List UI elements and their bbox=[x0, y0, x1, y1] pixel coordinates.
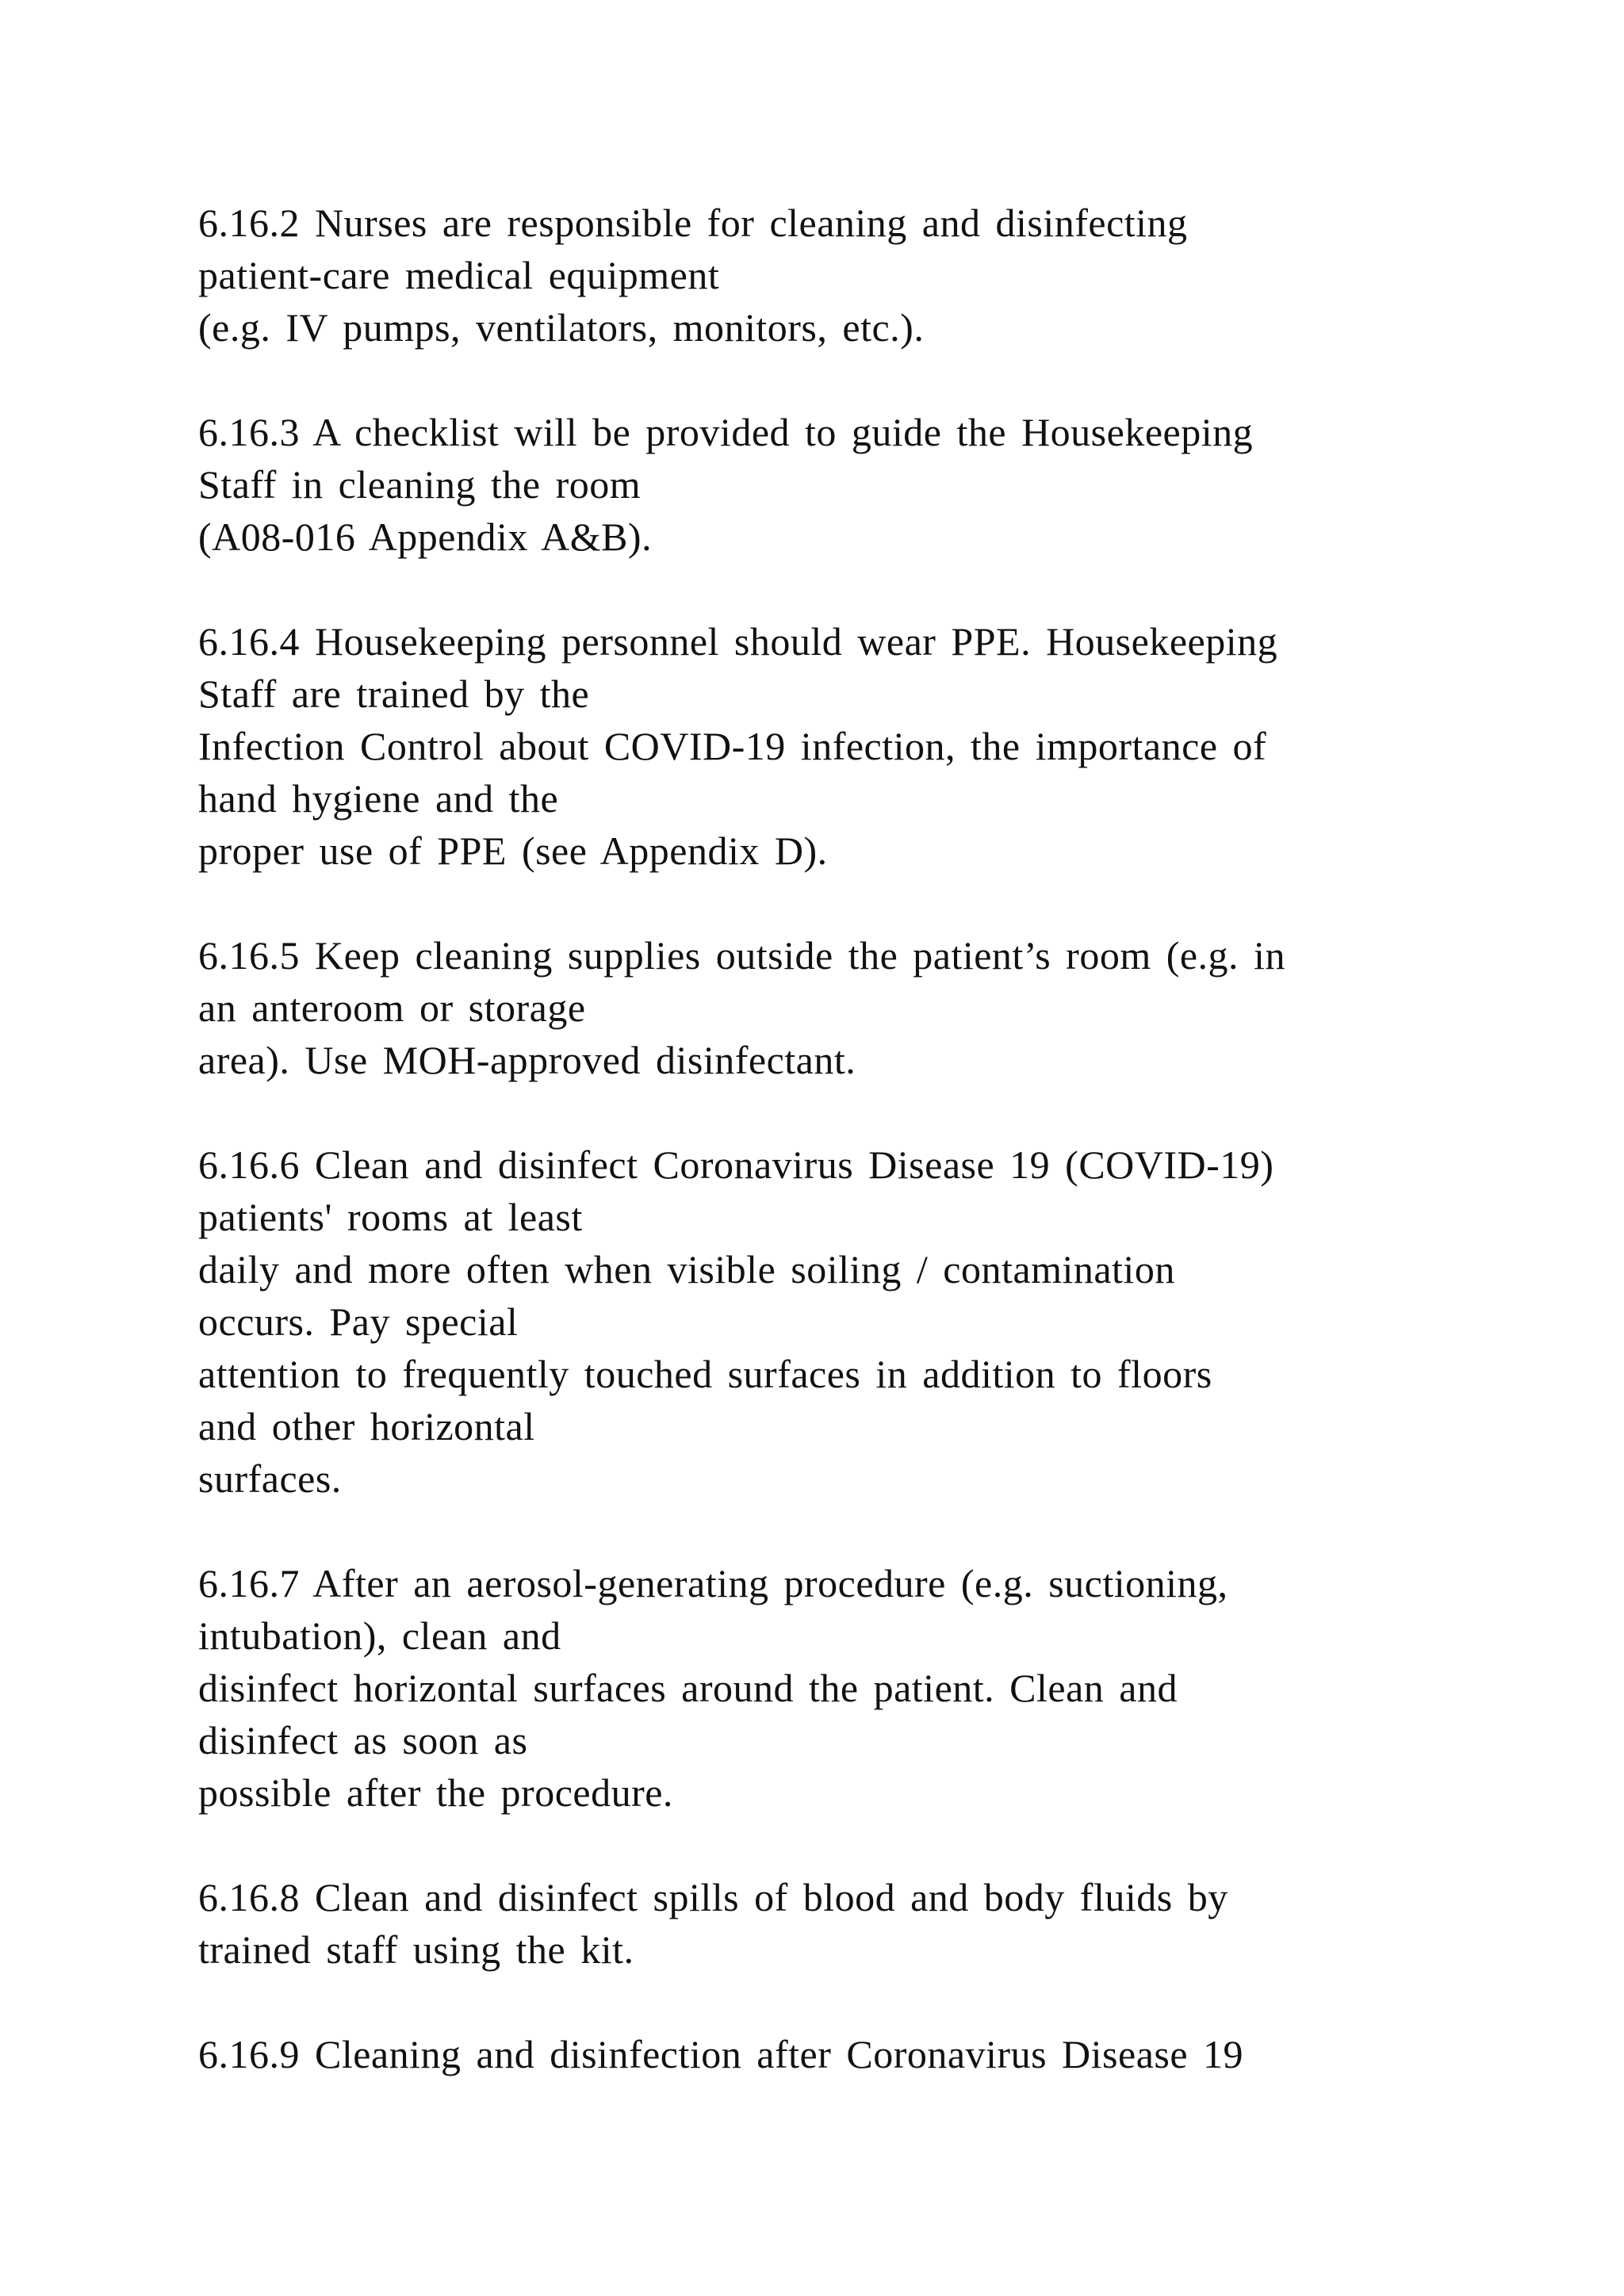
paragraph-6-16-6 bbox=[198, 1138, 1515, 1505]
text-line: attention to frequently touched surfaces in addition to floors bbox=[198, 1352, 1212, 1396]
text-line: 6.16.7 After an aerosol-generating procedure (e.g. suctioning, bbox=[198, 1561, 1228, 1605]
text-line: patients' rooms at least bbox=[198, 1195, 583, 1239]
text-line: area). Use MOH-approved disinfectant. bbox=[198, 1038, 856, 1082]
text-line: Infection Control about COVID-19 infection, the importance of bbox=[198, 724, 1267, 768]
text-line: patient-care medical equipment bbox=[198, 253, 720, 297]
document-body bbox=[198, 197, 1515, 2133]
text-line: daily and more often when visible soiling / contamination bbox=[198, 1247, 1175, 1292]
paragraph-6-16-2 bbox=[198, 197, 1515, 354]
text-line: 6.16.2 Nurses are responsible for cleaning and disinfecting bbox=[198, 201, 1188, 245]
text-line: 6.16.5 Keep cleaning supplies outside the patient’s room (e.g. in bbox=[198, 933, 1285, 978]
text-line: Staff are trained by the bbox=[198, 672, 590, 716]
text-line: disinfect horizontal surfaces around the patient. Clean and bbox=[198, 1666, 1178, 1710]
text-line: an anteroom or storage bbox=[198, 985, 586, 1030]
paragraph-6-16-4 bbox=[198, 615, 1515, 877]
text-line: hand hygiene and the bbox=[198, 776, 559, 821]
paragraph-6-16-5 bbox=[198, 929, 1515, 1086]
text-line: 6.16.6 Clean and disinfect Coronavirus Disease 19 (COVID-19) bbox=[198, 1142, 1274, 1187]
text-line: (A08-016 Appendix A&B). bbox=[198, 515, 653, 559]
text-line: intubation), clean and bbox=[198, 1613, 561, 1658]
text-line: 6.16.8 Clean and disinfect spills of blood and body fluids by bbox=[198, 1875, 1228, 1919]
text-line: possible after the procedure. bbox=[198, 1770, 673, 1815]
text-line: 6.16.4 Housekeeping personnel should wear PPE. Housekeeping bbox=[198, 619, 1278, 664]
paragraph-6-16-3 bbox=[198, 406, 1515, 563]
text-line: (e.g. IV pumps, ventilators, monitors, etc.). bbox=[198, 305, 925, 350]
text-line: occurs. Pay special bbox=[198, 1299, 519, 1344]
text-line: proper use of PPE (see Appendix D). bbox=[198, 828, 828, 873]
text-line: 6.16.9 Cleaning and disinfection after Coronavirus Disease 19 bbox=[198, 2032, 1244, 2076]
paragraph-6-16-9 bbox=[198, 2028, 1515, 2080]
text-line: and other horizontal bbox=[198, 1404, 535, 1448]
paragraph-6-16-8 bbox=[198, 1871, 1515, 1976]
text-line: surfaces. bbox=[198, 1456, 342, 1501]
text-line: disinfect as soon as bbox=[198, 1718, 528, 1762]
paragraph-6-16-7 bbox=[198, 1557, 1515, 1819]
text-line: trained staff using the kit. bbox=[198, 1927, 634, 1972]
text-line: Staff in cleaning the room bbox=[198, 462, 642, 507]
text-line: 6.16.3 A checklist will be provided to guide the Housekeeping bbox=[198, 410, 1254, 454]
